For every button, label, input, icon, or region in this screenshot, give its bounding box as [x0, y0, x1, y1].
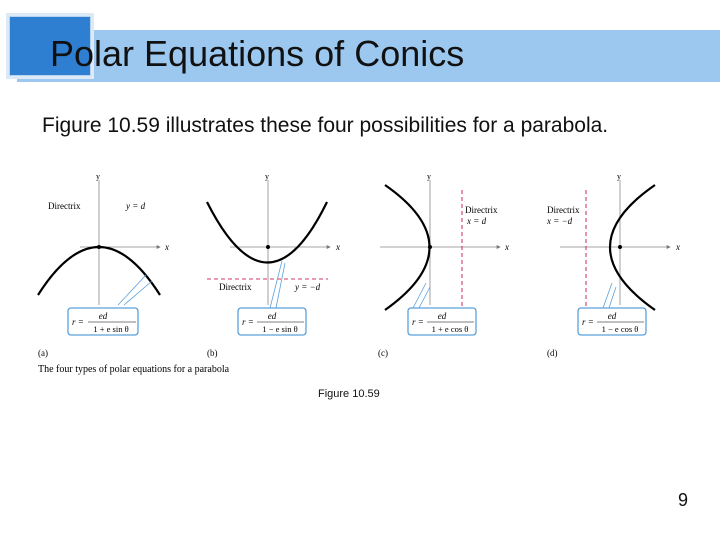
focus-point	[97, 245, 101, 249]
directrix-equation: y = d	[126, 201, 146, 211]
y-axis-label: y	[265, 172, 269, 181]
formula-pointer	[609, 287, 616, 308]
x-axis-label: x	[165, 242, 169, 252]
directrix-label: Directrix	[48, 201, 81, 211]
formula-r: r =	[242, 317, 254, 327]
y-axis-label: y	[96, 172, 100, 181]
focus-point	[618, 245, 622, 249]
formula-numerator: ed	[98, 311, 108, 321]
parabola-curve	[207, 202, 327, 263]
formula-pointer	[270, 261, 282, 308]
x-axis-label: x	[336, 242, 340, 252]
figure-bottom-text: The four types of polar equations for a parabola	[38, 364, 230, 375]
panel-label: (b)	[207, 348, 218, 358]
formula-denominator: 1 − e cos θ	[601, 324, 639, 334]
panel-a	[38, 172, 169, 358]
parabola-curve	[610, 185, 655, 310]
figure-caption: Figure 10.59	[318, 388, 380, 400]
directrix-label: Directrix	[547, 205, 580, 215]
directrix-equation: y = −d	[295, 282, 321, 292]
panel-label: (c)	[378, 348, 388, 358]
directrix-equation: x = d	[467, 216, 487, 226]
formula-numerator: ed	[607, 311, 617, 321]
panel-c	[378, 172, 509, 358]
panel-b	[207, 172, 340, 358]
focus-point	[428, 245, 432, 249]
formula-r: r =	[72, 317, 84, 327]
slide-subtitle: Figure 10.59 illustrates these four possibilities for a parabola.	[42, 114, 609, 137]
formula-pointer	[419, 287, 430, 308]
formula-denominator: 1 − e sin θ	[262, 324, 298, 334]
formula-numerator: ed	[437, 311, 447, 321]
x-axis-label: x	[676, 242, 680, 252]
directrix-label: Directrix	[465, 205, 498, 215]
panel-d	[546, 172, 680, 358]
y-axis-label: y	[617, 172, 621, 181]
formula-denominator: 1 + e sin θ	[93, 324, 129, 334]
directrix-label: Directrix	[219, 282, 252, 292]
formula-pointer	[276, 263, 285, 308]
formula-r: r =	[412, 317, 424, 327]
formula-pointer	[124, 281, 152, 305]
parabola-curve	[385, 185, 430, 310]
formula-numerator: ed	[267, 311, 277, 321]
y-axis-label: y	[427, 172, 431, 181]
slide-title: Polar Equations of Conics	[50, 33, 465, 74]
page-number: 9	[678, 490, 689, 510]
parabola-figure	[0, 165, 720, 380]
focus-point	[266, 245, 270, 249]
formula-pointer	[413, 283, 426, 308]
panel-label: (d)	[547, 348, 558, 358]
x-axis-label: x	[505, 242, 509, 252]
directrix-equation: x = −d	[547, 216, 573, 226]
panel-label: (a)	[38, 348, 48, 358]
formula-r: r =	[582, 317, 594, 327]
formula-denominator: 1 + e cos θ	[431, 324, 469, 334]
